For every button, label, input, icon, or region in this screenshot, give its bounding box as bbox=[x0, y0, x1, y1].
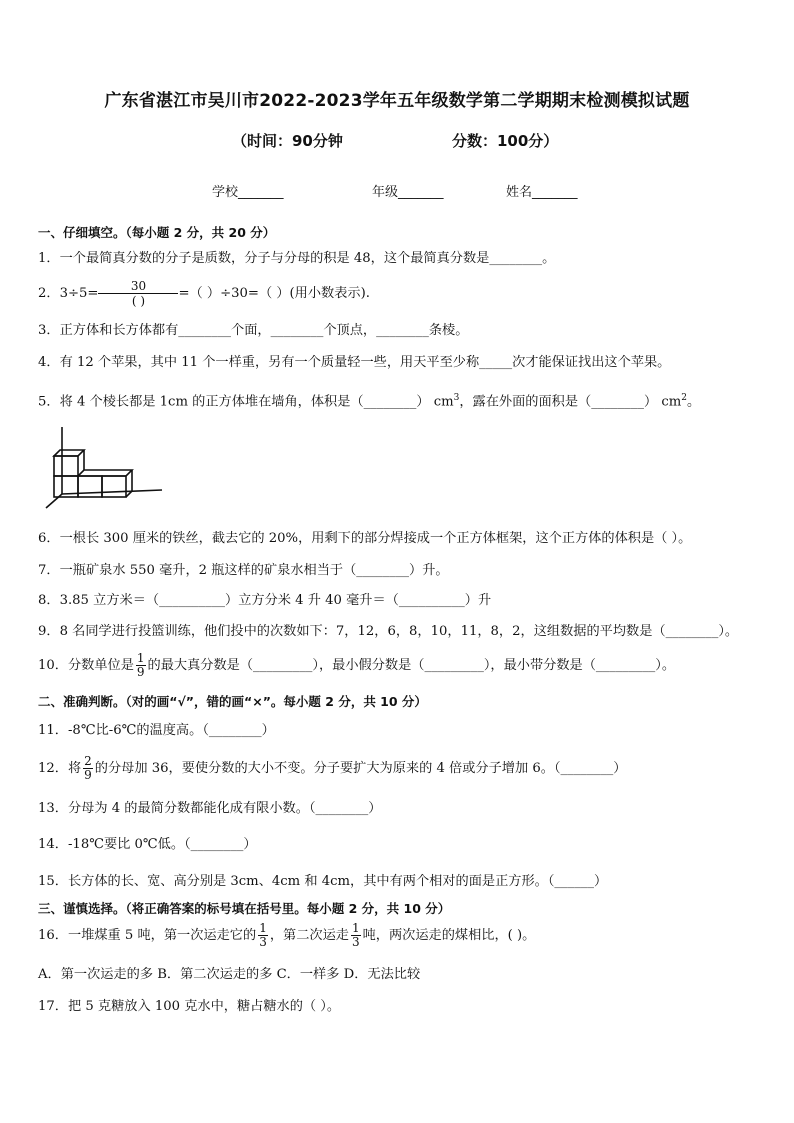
grade-field[interactable]: 年级_______ bbox=[372, 185, 444, 200]
q16-numerator-2: 1 bbox=[351, 921, 360, 935]
section-3-heading: 三、谨慎选择。（将正确答案的标号填在括号里。每小题 2 分，共 10 分） bbox=[38, 901, 451, 916]
question-11: 11．-8℃比-6℃的温度高。（________） bbox=[38, 723, 275, 738]
q10-suffix: 的最大真分数是（_________），最小假分数是（_________），最小带分数是（_________）。 bbox=[147, 658, 676, 673]
q2-numerator: 30 bbox=[98, 279, 178, 294]
q5-sup-3: 3 bbox=[453, 393, 460, 403]
exam-time: （时间：90分钟 bbox=[232, 132, 343, 150]
question-16-options: A．第一次运走的多 B．第二次运走的多 C．一样多 D．无法比较 bbox=[38, 967, 421, 982]
q10-fraction bbox=[136, 652, 146, 679]
question-7: 7．一瓶矿泉水 550 毫升，2 瓶这样的矿泉水相当于（________）升。 bbox=[38, 563, 449, 578]
q12-fraction bbox=[83, 755, 93, 782]
q16-suffix: 吨，两次运走的煤相比，( )。 bbox=[362, 928, 536, 943]
exam-score: 分数：100分） bbox=[452, 132, 559, 150]
section-2-heading: 二、准确判断。（对的画“√”，错的画“×”。每小题 2 分，共 10 分） bbox=[38, 694, 427, 709]
q12-prefix: 12．将 bbox=[38, 761, 82, 776]
question-12 bbox=[38, 755, 626, 782]
q12-numerator: 2 bbox=[84, 754, 92, 768]
q16-fraction-1 bbox=[258, 922, 268, 949]
q16-fraction-2 bbox=[351, 922, 361, 949]
question-6: 6．一根长 300 厘米的铁丝，截去它的 20%，用剩下的部分焊接成一个正方体框架，这个正方体的体积是（ ）。 bbox=[38, 531, 692, 546]
section-1-heading: 一、仔细填空。（每小题 2 分，共 20 分） bbox=[38, 225, 276, 240]
question-13: 13．分母为 4 的最简分数都能化成有限小数。（________） bbox=[38, 801, 382, 816]
cube-stack-figure bbox=[38, 424, 168, 514]
q16-denominator-2: 3 bbox=[351, 935, 360, 949]
q5-end: 。 bbox=[686, 394, 701, 410]
question-3: 3．正方体和长方体都有________个面，________个顶点，________条棱。 bbox=[38, 323, 469, 338]
q10-prefix: 10．分数单位是 bbox=[38, 658, 134, 673]
question-4: 4．有 12 个苹果，其中 11 个一样重，另有一个质量轻一些，用天平至少称_____次才能保证找出这个苹果。 bbox=[38, 355, 671, 370]
question-16 bbox=[38, 922, 535, 949]
question-8: 8．3.85 立方米＝（__________）立方分米 4 升 40 毫升＝（__________）升 bbox=[38, 593, 492, 608]
question-17: 17．把 5 克糖放入 100 克水中，糖占糖水的（ ）。 bbox=[38, 999, 341, 1014]
q2-prefix: 2．3÷5= bbox=[38, 286, 99, 301]
q5-text2: ，露在外面的面积是（________） cm bbox=[459, 394, 682, 410]
q16-mid: ，第二次运走 bbox=[269, 928, 349, 943]
q16-denominator-1: 3 bbox=[259, 935, 267, 949]
q5-sup-2: 2 bbox=[681, 393, 687, 403]
q16-numerator-1: 1 bbox=[259, 921, 267, 935]
question-5 bbox=[38, 389, 700, 411]
exam-title: 广东省湛江市吴川市2022-2023学年五年级数学第二学期期末检测模拟试题 bbox=[104, 91, 690, 111]
name-field[interactable]: 姓名_______ bbox=[506, 185, 578, 200]
q2-suffix: =（ ）÷30=（ ）(用小数表示). bbox=[178, 286, 370, 301]
q2-denominator: ( ) bbox=[131, 294, 146, 308]
q2-fraction bbox=[98, 279, 178, 308]
question-2 bbox=[38, 279, 370, 308]
q12-suffix: 的分母加 36，要使分数的大小不变。分子要扩大为原来的 4 倍或分子增加 6。（________） bbox=[94, 761, 627, 776]
question-1: 1．一个最简真分数的分子是质数，分子与分母的积是 48，这个最简真分数是________。 bbox=[38, 251, 556, 266]
q5-text: 5．将 4 个棱长都是 1cm 的正方体堆在墙角，体积是（________） cm bbox=[38, 394, 454, 410]
school-field[interactable]: 学校_______ bbox=[212, 185, 284, 200]
q10-numerator: 1 bbox=[136, 651, 145, 665]
q16-prefix: 16．一堆煤重 5 吨，第一次运走它的 bbox=[38, 928, 257, 943]
question-14: 14．-18℃要比 0℃低。（________） bbox=[38, 837, 257, 852]
q10-denominator: 9 bbox=[136, 665, 145, 679]
question-15: 15．长方体的长、宽、高分别是 3cm、4cm 和 4cm，其中有两个相对的面是正方形。（______） bbox=[38, 874, 608, 889]
question-9: 9．8 名同学进行投篮训练，他们投中的次数如下：7，12，6，8，10，11，8，2，这组数据的平均数是（________）。 bbox=[38, 624, 739, 639]
q12-denominator: 9 bbox=[84, 768, 92, 782]
question-10 bbox=[38, 652, 675, 679]
